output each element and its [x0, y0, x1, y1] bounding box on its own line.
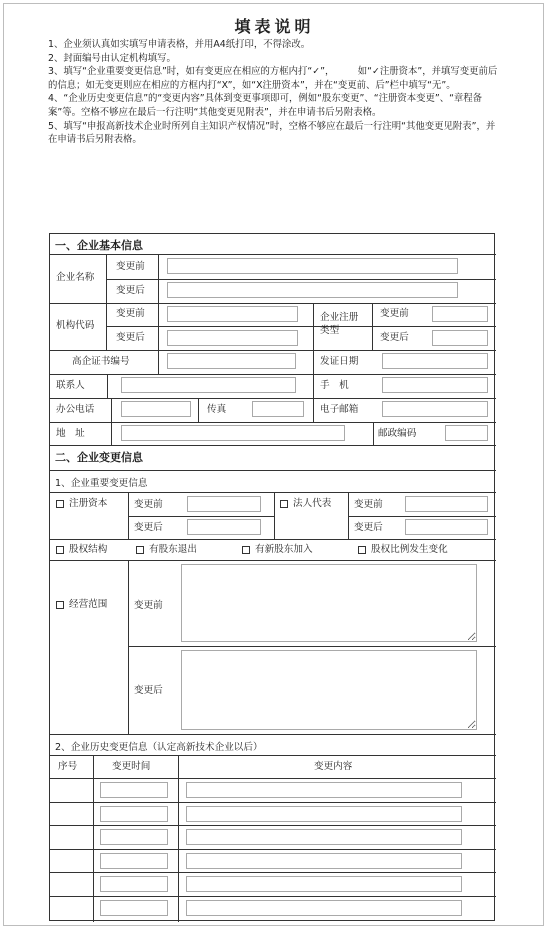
- rule: [128, 492, 129, 539]
- org-code-before-input[interactable]: [167, 306, 298, 322]
- reg-type-after-input[interactable]: [432, 330, 488, 346]
- rule: [373, 422, 374, 446]
- contact-input[interactable]: [121, 377, 296, 393]
- shareholder-exit-checkbox[interactable]: [136, 544, 197, 556]
- rule: [50, 398, 496, 399]
- business-scope-after-label: 变更后: [134, 685, 163, 696]
- col-no-header: 序号: [58, 761, 78, 772]
- checkbox-box: [280, 500, 288, 508]
- rule: [106, 279, 496, 280]
- section-change-info-title: 二、企业变更信息: [55, 451, 143, 464]
- instruction-1: 1、企业须认真如实填写申请表格，并用A4纸打印，不得涂改。: [48, 39, 311, 50]
- history-content-input[interactable]: [186, 782, 462, 798]
- rule: [107, 374, 108, 398]
- reg-type-before-input[interactable]: [432, 306, 488, 322]
- address-label: 地 址: [56, 428, 85, 439]
- office-phone-input[interactable]: [121, 401, 191, 417]
- checkbox-box: [56, 500, 64, 508]
- email-label: 电子邮箱: [320, 404, 359, 415]
- cert-no-input[interactable]: [167, 353, 296, 369]
- rule: [50, 539, 496, 540]
- rule: [50, 734, 496, 735]
- business-scope-checkbox[interactable]: [56, 599, 107, 611]
- history-time-input[interactable]: [100, 782, 168, 798]
- company-name-before-label: 变更前: [116, 261, 145, 272]
- application-form: [49, 233, 495, 921]
- org-code-after-label: 变更后: [116, 332, 145, 343]
- shareholder-join-checkbox[interactable]: [242, 544, 313, 556]
- rule: [50, 849, 496, 850]
- equity-ratio-change-label: 股权比例发生变化: [371, 544, 448, 555]
- history-time-input[interactable]: [100, 829, 168, 845]
- business-scope-before-label: 变更前: [134, 600, 163, 611]
- rule: [274, 492, 275, 539]
- reg-capital-after-label: 变更后: [134, 522, 163, 533]
- rule: [158, 254, 159, 350]
- org-code-after-input[interactable]: [167, 330, 298, 346]
- shareholder-exit-label: 有股东退出: [149, 544, 197, 555]
- rule: [128, 646, 496, 647]
- rule: [50, 492, 496, 493]
- history-time-input[interactable]: [100, 853, 168, 869]
- mobile-label: 手 机: [320, 380, 349, 391]
- issue-date-input[interactable]: [382, 353, 488, 369]
- history-content-input[interactable]: [186, 900, 462, 916]
- important-changes-subtitle: 1、企业重要变更信息: [55, 478, 148, 489]
- reg-capital-before-input[interactable]: [187, 496, 261, 512]
- reg-capital-label: 注册资本: [69, 498, 108, 509]
- legal-rep-checkbox[interactable]: [280, 498, 331, 510]
- history-time-input[interactable]: [100, 806, 168, 822]
- org-code-label: 机构代码: [56, 320, 95, 331]
- rule: [93, 755, 94, 922]
- legal-rep-after-label: 变更后: [354, 522, 383, 533]
- rule: [348, 516, 496, 517]
- reg-type-label-line1: 企业注册: [320, 312, 359, 323]
- rule: [50, 303, 496, 304]
- reg-type-after-label: 变更后: [380, 332, 409, 343]
- rule: [50, 470, 496, 471]
- rule: [50, 374, 496, 375]
- checkbox-box: [242, 546, 250, 554]
- history-content-input[interactable]: [186, 806, 462, 822]
- rule: [111, 398, 112, 446]
- reg-type-label-line2: 类型: [320, 325, 340, 336]
- equity-ratio-change-checkbox[interactable]: [358, 544, 448, 556]
- company-name-after-label: 变更后: [116, 285, 145, 296]
- rule: [198, 398, 199, 422]
- rule: [50, 872, 496, 873]
- postcode-input[interactable]: [445, 425, 488, 441]
- issue-date-label: 发证日期: [320, 356, 359, 367]
- equity-structure-label: 股权结构: [69, 544, 108, 555]
- rule: [313, 374, 314, 422]
- rule: [50, 350, 496, 351]
- equity-structure-checkbox[interactable]: [56, 544, 107, 556]
- company-name-after-input[interactable]: [167, 282, 458, 298]
- rule: [50, 825, 496, 826]
- col-time-header: 变更时间: [112, 761, 151, 772]
- history-content-input[interactable]: [186, 876, 462, 892]
- checkbox-box: [56, 601, 64, 609]
- shareholder-join-label: 有新股东加入: [255, 544, 313, 555]
- rule: [128, 560, 129, 734]
- checkbox-box: [136, 546, 144, 554]
- history-time-input[interactable]: [100, 900, 168, 916]
- fax-label: 传真: [207, 404, 227, 415]
- checkbox-box: [56, 546, 64, 554]
- checkbox-box: [358, 546, 366, 554]
- contact-label: 联系人: [56, 380, 85, 391]
- mobile-input[interactable]: [382, 377, 488, 393]
- rule: [50, 755, 496, 756]
- instruction-5: 5、填写“申报高新技术企业时所列自主知识产权情况”时，空格不够应在最后一行注明“其他变更见附表”，并在申请书后另附表格。: [48, 120, 496, 146]
- address-input[interactable]: [121, 425, 345, 441]
- rule: [50, 560, 496, 561]
- company-name-before-input[interactable]: [167, 258, 458, 274]
- rule: [178, 755, 179, 922]
- rule: [50, 445, 496, 446]
- page-title: 填表说明: [234, 17, 315, 36]
- history-content-input[interactable]: [186, 853, 462, 869]
- reg-type-before-label: 变更前: [380, 308, 409, 319]
- reg-capital-before-label: 变更前: [134, 499, 163, 510]
- instruction-3: 3、填写“企业重要变更信息”时，如有变更应在相应的方框内打“✓”， 如“✓注册资本”，并填写变更前后的信息；如无变更则应在相应的方框内打“X”，如“X注册资本”，并在“变更前、后”栏中填写“无”。: [48, 66, 498, 91]
- postcode-label: 邮政编码: [378, 428, 417, 439]
- email-input[interactable]: [382, 401, 488, 417]
- rule: [158, 350, 159, 374]
- org-code-before-label: 变更前: [116, 308, 145, 319]
- rule: [348, 492, 349, 539]
- history-changes-subtitle: 2、企业历史变更信息（认定高新技术企业以后）: [55, 742, 263, 753]
- cert-no-label: 高企证书编号: [72, 356, 130, 367]
- rule: [50, 778, 496, 779]
- company-name-label: 企业名称: [56, 272, 95, 283]
- rule: [106, 254, 107, 350]
- instruction-4: 4、“企业历史变更信息”的“变更内容”具体到变更事项即可，例如“股东变更”、“注册资本变更”、“章程备案”等。空格不够应在最后一行注明“其他变更见附表”，并在申请书后另附表格。: [48, 93, 483, 118]
- legal-rep-before-input[interactable]: [405, 496, 488, 512]
- reg-capital-after-input[interactable]: [187, 519, 261, 535]
- fax-input[interactable]: [252, 401, 304, 417]
- history-time-input[interactable]: [100, 876, 168, 892]
- business-scope-label: 经营范围: [69, 599, 108, 610]
- rule: [50, 254, 496, 255]
- business-scope-after-textarea[interactable]: [181, 650, 477, 730]
- rule: [106, 326, 496, 327]
- history-content-input[interactable]: [186, 829, 462, 845]
- legal-rep-label: 法人代表: [293, 498, 332, 509]
- instruction-2: 2、封面编号由认定机构填写。: [48, 52, 176, 64]
- rule: [50, 422, 496, 423]
- legal-rep-after-input[interactable]: [405, 519, 488, 535]
- business-scope-before-textarea[interactable]: [181, 564, 477, 642]
- rule: [50, 896, 496, 897]
- rule: [372, 303, 373, 350]
- office-phone-label: 办公电话: [56, 404, 95, 415]
- instructions: [48, 38, 503, 147]
- legal-rep-before-label: 变更前: [354, 499, 383, 510]
- reg-capital-checkbox[interactable]: [56, 498, 107, 510]
- col-content-header: 变更内容: [314, 761, 353, 772]
- rule: [50, 802, 496, 803]
- rule: [128, 516, 274, 517]
- section-basic-info-title: 一、企业基本信息: [55, 239, 143, 252]
